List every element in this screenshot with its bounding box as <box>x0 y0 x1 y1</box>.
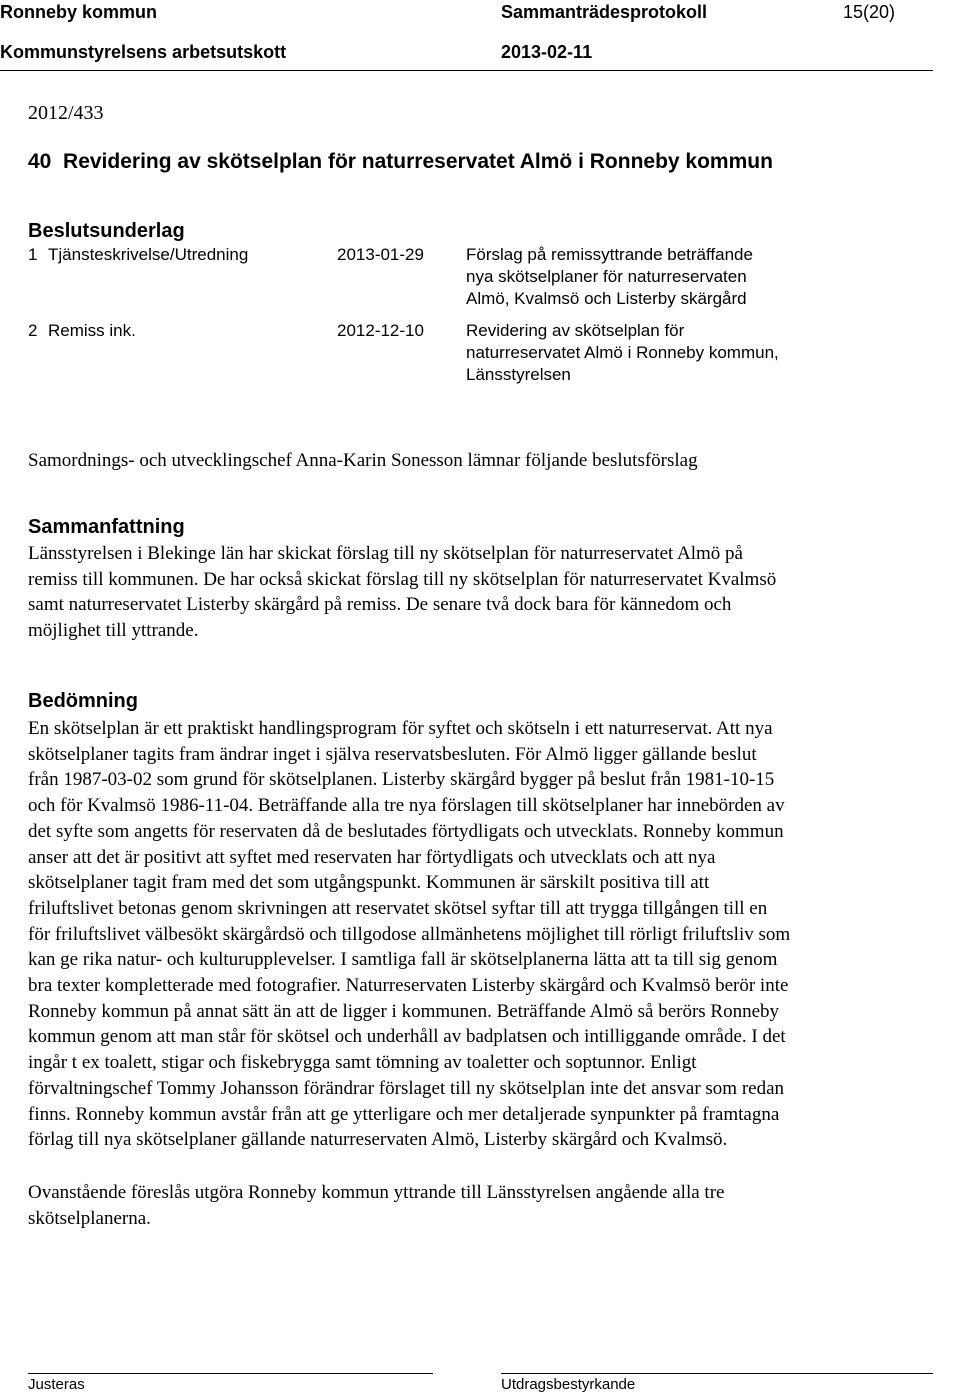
text-line: anser att det är positivt att syftet med reservaten har förtydligats och utvecklats och att nya <box>28 846 716 868</box>
text-line: det syfte som angetts för reservaten då de beslutades förtydligats och utvecklats. Ronneby kommun <box>28 820 784 842</box>
text-line: kommun genom att man står för skötsel och underhåll av badplatsen och intilliggande område. I det <box>28 1026 786 1048</box>
text-line: kan ge rika natur- och kulturupplevelser. I samtliga fall är skötselplanerna lätta att ta till sig genom <box>28 949 778 971</box>
description-line: Förslag på remissyttrande beträffande <box>466 245 753 264</box>
footer-utdragsbestyrkande: Utdragsbestyrkande <box>501 1376 636 1393</box>
footer-justeras: Justeras <box>28 1376 85 1393</box>
text-line: friluftslivet betonas genom skrivningen att reservatet skötsel syftar till att trygga tillgången till en <box>28 897 768 919</box>
text-line: Länsstyrelsen i Blekinge län har skickat förslag till ny skötselplan för naturreservatet Almö på <box>28 543 743 564</box>
header-page-number: 15(20) <box>843 2 896 22</box>
item-name: Remiss ink. <box>48 321 136 340</box>
item-date: 2012-12-10 <box>337 321 424 340</box>
proposal-line: Samordnings- och utvecklingschef Anna-Karin Sonesson lämnar följande beslutsförslag <box>28 450 698 471</box>
title-text: Revidering av skötselplan för naturreservatet Almö i Ronneby kommun <box>63 150 773 173</box>
text-line: finns. Ronneby kommun avstår från att ge ytterligare och mer detaljerade synpunkter på framtagna <box>28 1103 780 1125</box>
header-municipality: Ronneby kommun <box>0 2 158 22</box>
text-line: och för Kvalmsö 1986-11-04. Beträffande alla tre nya förslagen till skötselplaner har innebörden av <box>28 795 785 817</box>
description-line: nya skötselplaner för naturreservaten <box>466 267 747 286</box>
text-line: skötselplaner tagits fram ändrar inget i själva reservatsbesluten. För Almö ligger gällande beslut <box>28 743 757 765</box>
header-doc-type: Sammanträdesprotokoll <box>501 2 708 22</box>
page-title <box>28 149 773 175</box>
description-line: naturreservatet Almö i Ronneby kommun, <box>466 343 779 362</box>
text-line: samt naturreservatet Listerby skärgård på remiss. De senare två dock bara för kännedom och <box>28 594 732 616</box>
text-line: bra texter kompletterade med fotografier. Naturreservaten Listerby skärgård och Kvalmsö berör inte <box>28 975 789 997</box>
item-number: 2 <box>28 321 38 340</box>
list-item <box>28 320 928 386</box>
header-date: 2013-02-11 <box>501 42 593 62</box>
text-line: En skötselplan är ett praktiskt handlingsprogram för syftet och skötseln i ett naturreservat. Att nya <box>28 718 773 739</box>
text-line: från 1987-03-02 som grund för skötselplanen. Listerby skärgård bygger på beslut från 1981-10-15 <box>28 769 775 791</box>
sammanfattning-heading: Sammanfattning <box>28 516 185 538</box>
text-line: förvaltningschef Tommy Johansson förändrar förslaget till ny skötselplan inte det ansvar som redan <box>28 1077 785 1099</box>
description-line: Länsstyrelsen <box>466 365 571 384</box>
item-number: 1 <box>28 245 38 264</box>
item-name: Tjänsteskrivelse/Utredning <box>48 245 249 264</box>
text-line: för friluftslivet välbesökt skärgårdsö och tillgodose allmänhetens möjlighet till rörligt friluftsliv som <box>28 923 791 945</box>
text-line: ingår t ex toalett, stigar och fiskebrygga samt tömning av toaletter och soptunnor. Enligt <box>28 1052 697 1074</box>
bedomning-text <box>28 716 933 1153</box>
text-line: Ronneby kommun på annat sätt än att de ligger i kommunen. Beträffande Almö så berörs Ronneby <box>28 1000 780 1022</box>
conclusion-text <box>28 1180 933 1231</box>
header-committee: Kommunstyrelsens arbetsutskott <box>0 42 287 62</box>
beslutsunderlag-list <box>28 244 928 386</box>
beslutsunderlag-heading: Beslutsunderlag <box>28 220 185 242</box>
list-item <box>28 244 928 310</box>
text-line: Ovanstående föreslås utgöra Ronneby kommun yttrande till Länsstyrelsen angående alla tre <box>28 1182 725 1203</box>
text-line: skötselplanerna. <box>28 1207 151 1229</box>
text-line: förlag till nya skötselplaner gällande naturreservaten Almö, Listerby skärgård och Kvalmsö. <box>28 1129 728 1151</box>
text-line: remiss till kommunen. De har också skickat förslag till ny skötselplan för naturreservatet Kvalmsö <box>28 568 777 590</box>
header-rule <box>0 70 933 71</box>
text-line: skötselplaner tagit fram med det som utgångspunkt. Kommunen är särskilt positiva till att <box>28 872 710 894</box>
item-date: 2013-01-29 <box>337 245 424 264</box>
paragraph-number: 40 <box>28 150 52 173</box>
description-line: Revidering av skötselplan för <box>466 321 685 340</box>
item-description <box>466 320 779 386</box>
case-number: 2012/433 <box>28 102 104 124</box>
text-line: möjlighet till yttrande. <box>28 620 199 642</box>
item-description <box>466 244 753 310</box>
description-line: Almö, Kvalmsö och Listerby skärgård <box>466 289 747 308</box>
footer-rule-right <box>501 1373 933 1374</box>
sammanfattning-text <box>28 541 933 644</box>
footer-rule-left <box>28 1373 433 1374</box>
bedomning-heading: Bedömning <box>28 690 138 712</box>
